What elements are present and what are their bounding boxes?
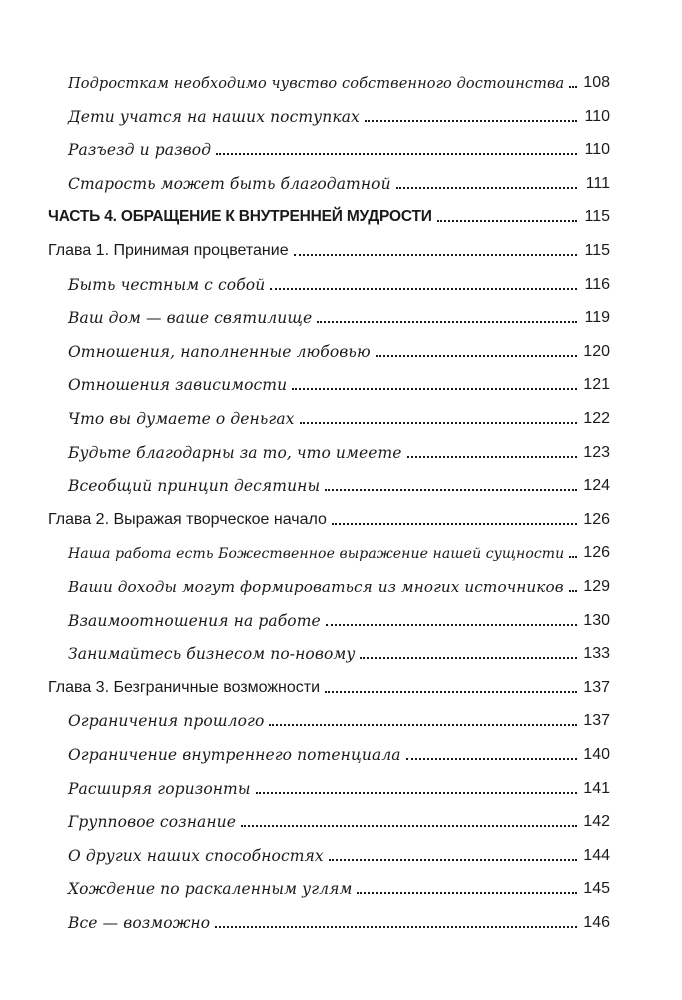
toc-entry-page: 116 (584, 275, 610, 293)
toc-entry-page: 140 (583, 746, 610, 763)
toc-entry-page: 130 (583, 611, 610, 629)
toc-entry (68, 734, 610, 764)
dot-leader (325, 690, 577, 693)
toc-entry (68, 465, 610, 495)
toc-entry-title: Хождение по раскаленным углям (68, 880, 353, 899)
toc-entry-page: 108 (583, 74, 610, 91)
dot-leader (329, 858, 577, 861)
dot-leader (406, 757, 577, 760)
dot-leader (292, 387, 577, 390)
toc-entry-title: Быть честным с собой (68, 275, 266, 294)
toc-chapter-heading (48, 230, 610, 260)
toc-entry-title: Ограничение внутреннего потенциала (68, 746, 401, 764)
dot-leader (569, 589, 577, 592)
toc-entry-title: Расширяя горизонты (68, 779, 251, 798)
toc-entry-page: 110 (584, 141, 610, 159)
toc-entry-title: Взаимоотношения на работе (68, 611, 321, 630)
dot-leader (357, 891, 577, 894)
toc-entry-title: Наша работа есть Божественное выражение нашей сущности (68, 546, 565, 563)
toc-entry-title: Ваш дом — ваше святилище (68, 309, 313, 328)
toc-chapter-heading (48, 667, 610, 697)
toc-entry-title: Ваши доходы могут формироваться из многих источников (68, 578, 564, 596)
toc-entry (68, 801, 610, 831)
toc-entry-title: Старость может быть благодатной (68, 174, 391, 193)
toc-entry (68, 432, 610, 462)
toc-entry-page: 122 (583, 410, 610, 427)
toc-part-heading (48, 196, 610, 226)
toc-entry-page: 115 (584, 242, 610, 259)
toc-entry-title: ЧАСТЬ 4. ОБРАЩЕНИЕ К ВНУТРЕННЕЙ МУДРОСТИ (48, 208, 432, 226)
toc-entry-page: 110 (584, 107, 610, 125)
dot-leader (360, 656, 577, 659)
dot-leader (215, 925, 577, 928)
dot-leader (332, 522, 577, 525)
dot-leader (407, 455, 577, 458)
toc-entry-page: 126 (583, 544, 610, 562)
toc-entry (68, 264, 610, 294)
toc-entry-page: 145 (583, 880, 610, 898)
toc-entry-title: Все — возможно (68, 914, 211, 932)
toc-entry-page: 133 (583, 645, 610, 663)
toc-entry (68, 902, 610, 932)
toc-entry-page: 111 (585, 174, 610, 192)
toc-entry (68, 163, 610, 193)
toc-entry-page: 144 (583, 846, 610, 864)
dot-leader (269, 723, 577, 726)
toc-entry-page: 146 (583, 914, 610, 931)
toc-entry-page: 121 (583, 376, 610, 394)
dot-leader (365, 119, 577, 122)
toc-entry (68, 768, 610, 798)
toc-entry-page: 137 (583, 712, 610, 730)
dot-leader (569, 555, 577, 558)
toc-entry-title: Будьте благодарны за то, что имеете (68, 443, 402, 462)
dot-leader (300, 421, 577, 424)
toc-entry-title: Отношения зависимости (68, 376, 288, 395)
toc-entry-page: 126 (583, 510, 610, 528)
toc-entry (68, 331, 610, 361)
toc-entry (68, 62, 610, 92)
toc-entry-title: Всеобщий принцип десятины (68, 477, 321, 496)
toc-entry (68, 364, 610, 394)
toc-entry (68, 129, 610, 159)
dot-leader (326, 623, 577, 626)
toc-entry (68, 835, 610, 865)
toc-entry-title: Глава 3. Безграничные возможности (48, 678, 321, 696)
toc-entry-page: 124 (583, 477, 610, 495)
toc-entry (68, 868, 610, 898)
toc-entry-title: Отношения, наполненные любовью (68, 342, 371, 361)
toc-entry (68, 96, 610, 126)
dot-leader (437, 219, 577, 222)
toc-entry-page: 119 (584, 309, 610, 327)
dot-leader (241, 824, 577, 827)
toc-entry (68, 566, 610, 596)
toc-entry-page: 142 (583, 813, 610, 831)
dot-leader (256, 791, 577, 794)
toc-entry-title: Разъезд и развод (68, 141, 212, 160)
dot-leader (325, 488, 577, 491)
toc-entry (68, 398, 610, 428)
toc-entry-page: 141 (583, 779, 610, 797)
dot-leader (216, 152, 577, 155)
toc-entry-page: 115 (584, 208, 610, 226)
dot-leader (270, 287, 577, 290)
toc-entry (68, 700, 610, 730)
toc-entry-title: Глава 2. Выражая творческое начало (48, 510, 327, 528)
toc-entry-title: О других наших способностях (68, 846, 324, 865)
toc-entry-title: Групповое сознание (68, 813, 237, 832)
dot-leader (396, 186, 577, 189)
toc-entry-page: 129 (583, 578, 610, 595)
dot-leader (294, 253, 577, 256)
toc-entry (68, 532, 610, 562)
toc-entry-page: 123 (583, 443, 610, 461)
toc-entry-page: 120 (583, 342, 610, 360)
toc-entry (68, 297, 610, 327)
dot-leader (569, 85, 577, 88)
toc-entry-title: Дети учатся на наших поступках (68, 107, 360, 126)
toc-entry-page: 137 (583, 678, 610, 696)
toc-entry-title: Занимайтесь бизнесом по-новому (68, 645, 356, 664)
toc-entry-title: Ограничения прошлого (68, 712, 265, 731)
toc-entry-title: Глава 1. Принимая процветание (48, 242, 289, 259)
toc-entry-title: Подросткам необходимо чувство собственного достоинства (68, 76, 565, 92)
toc-chapter-heading (48, 499, 610, 529)
dot-leader (376, 354, 577, 357)
toc-entry (68, 633, 610, 663)
dot-leader (317, 320, 577, 323)
toc-entry (68, 600, 610, 630)
toc-entry-title: Что вы думаете о деньгах (68, 410, 295, 428)
